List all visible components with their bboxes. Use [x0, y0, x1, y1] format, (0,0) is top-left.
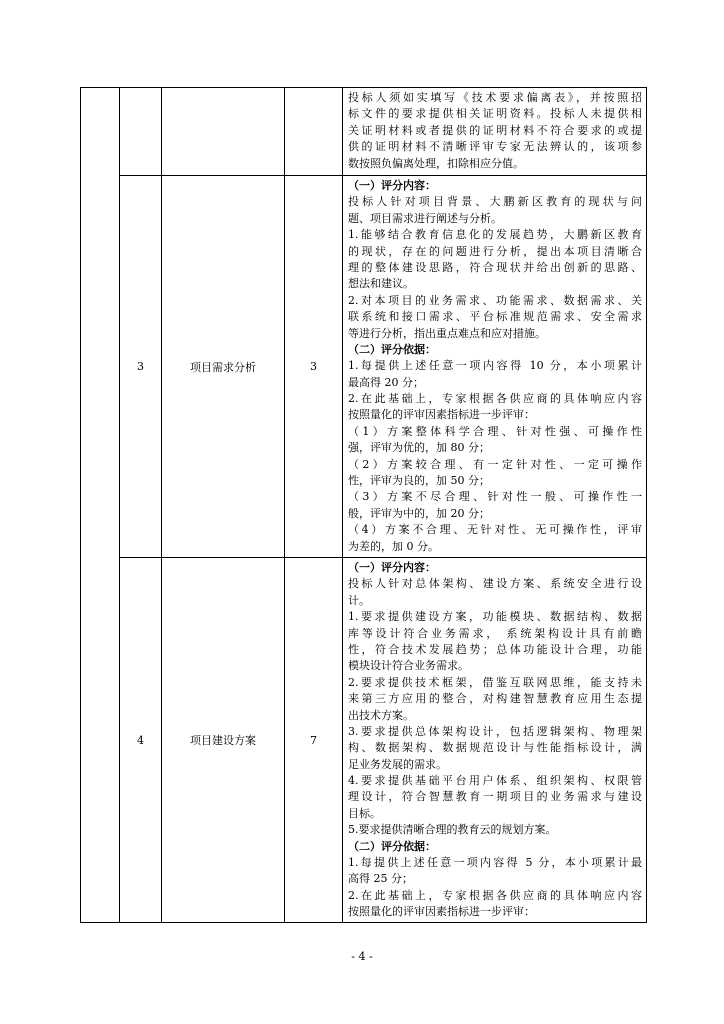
- content-line: 投标人针对项目背景、大鹏新区教育的现状与问: [348, 195, 642, 209]
- content-line: （一）评分内容：: [348, 561, 436, 574]
- content-line: 足业务发展的需求。: [348, 757, 447, 771]
- item-content-cell: [343, 88, 647, 176]
- content-line: 理的整体建设思路，符合现状并给出创新的思路、: [348, 260, 642, 274]
- content-line: 计。: [348, 593, 370, 607]
- content-line: 强，评审为优的，加 80 分；: [348, 441, 490, 455]
- content-line: 2.在此基础上，专家根据各供应商的具体响应内容: [348, 392, 642, 406]
- item-number-cell: [120, 88, 162, 176]
- content-line: 2.在此基础上，专家根据各供应商的具体响应内容: [348, 888, 642, 902]
- content-line: 的现状，存在的问题进行分析，提出本项目清晰合: [348, 244, 642, 258]
- content-line: 来第三方应用的整合，对构建智慧教育应用生态提: [348, 692, 642, 706]
- content-line: 关证明材料或者提供的证明材料不符合要求的或提: [348, 123, 642, 137]
- content-line: 性，评审为良的，加 50 分；: [348, 474, 490, 488]
- content-line: 1.要求提供建设方案，功能模块、数据结构、数据: [348, 610, 642, 624]
- table-row: [81, 88, 647, 176]
- content-line: 为差的，加 0 分。: [348, 539, 439, 553]
- table-row: [81, 558, 647, 923]
- content-line: 目标。: [348, 806, 381, 820]
- category-cell: [81, 88, 120, 923]
- content-line: 4.要求提供基础平台用户体系、组织架构、权限管: [348, 774, 642, 788]
- content-line: （一）评分内容：: [348, 179, 436, 192]
- content-line: （3）方案不尽合理、针对性一般、可操作性一: [348, 490, 642, 504]
- item-name-cell: [162, 88, 285, 176]
- content-line: 想法和建议。: [348, 277, 414, 291]
- item-content-cell: [343, 558, 647, 923]
- content-line: 出技术方案。: [348, 708, 414, 722]
- content-line: 联系统和接口需求、平台标准规范需求、安全需求: [348, 310, 642, 324]
- content-line: （二）评分依据：: [348, 342, 436, 356]
- content-line: （二）评分依据：: [348, 839, 436, 853]
- content-line: 题、项目需求进行阐述与分析。: [348, 211, 502, 225]
- content-line: 投标人须如实填写《技术要求偏离表》，并按照招: [348, 91, 642, 104]
- item-points-cell: 7: [285, 558, 343, 923]
- content-line: 按照量化的评审因素指标进一步评审：: [348, 408, 535, 422]
- item-name-cell: 项目建设方案: [162, 558, 285, 923]
- content-line: 性，符合技术发展趋势；总体功能设计合理，功能: [348, 642, 642, 656]
- content-line: 2.要求提供技术框架，借鉴互联网思维，能支持未: [348, 675, 642, 689]
- content-line: 般，评审为中的，加 20 分；: [348, 506, 490, 520]
- content-line: 高得 25 分；: [348, 872, 413, 886]
- content-line: （2）方案较合理、有一定针对性、一定可操作: [348, 457, 642, 471]
- page-number: - 4 -: [351, 950, 373, 963]
- content-line: 模块设计符合业务需求。: [348, 659, 469, 673]
- content-line: 1.每提供上述任意一项内容得 10 分，本小项累计: [348, 359, 642, 373]
- content-line: 1.能够结合教育信息化的发展趋势，大鹏新区教育: [348, 228, 642, 242]
- item-number-cell: 4: [120, 558, 162, 923]
- content-line: 3.要求提供总体架构设计，包括逻辑架构、物理架: [348, 724, 642, 738]
- content-line: 数按照负偏离处理，扣除相应分值。: [348, 156, 524, 170]
- content-line: （1）方案整体科学合理、针对性强、可操作性: [348, 424, 642, 438]
- content-line: 2.对本项目的业务需求、功能需求、数据需求、关: [348, 293, 642, 307]
- content-line: 按照量化的评审因素指标进一步评审：: [348, 905, 535, 919]
- content-line: 标文件的要求提供相关证明资料。投标人未提供相: [348, 107, 642, 121]
- table-row: [81, 176, 647, 558]
- content-line: 1.每提供上述任意一项内容得 5 分，本小项累计最: [348, 856, 642, 870]
- content-line: 等进行分析，指出重点难点和应对措施。: [348, 326, 546, 340]
- content-line: 投标人针对总体架构、建设方案、系统安全进行设: [348, 577, 642, 591]
- item-name-cell: 项目需求分析: [162, 176, 285, 558]
- scoring-table: [80, 87, 647, 923]
- content-line: 构、数据架构、数据规范设计与性能指标设计，满: [348, 741, 642, 755]
- item-content-cell: [343, 176, 647, 558]
- content-line: 最高得 20 分；: [348, 375, 424, 389]
- item-points-cell: 3: [285, 176, 343, 558]
- content-line: 供的证明材料不清晰评审专家无法辨认的，该项参: [348, 140, 642, 154]
- content-line: 库等设计符合业务需求， 系统架构设计具有前瞻: [348, 626, 642, 640]
- content-line: （4）方案不合理、无针对性、无可操作性，评审: [348, 523, 642, 537]
- content-line: 理设计，符合智慧教育一期项目的业务需求与建设: [348, 790, 642, 804]
- content-line: 5.要求提供清晰合理的教育云的规划方案。: [348, 823, 557, 837]
- item-points-cell: [285, 88, 343, 176]
- item-number-cell: 3: [120, 176, 162, 558]
